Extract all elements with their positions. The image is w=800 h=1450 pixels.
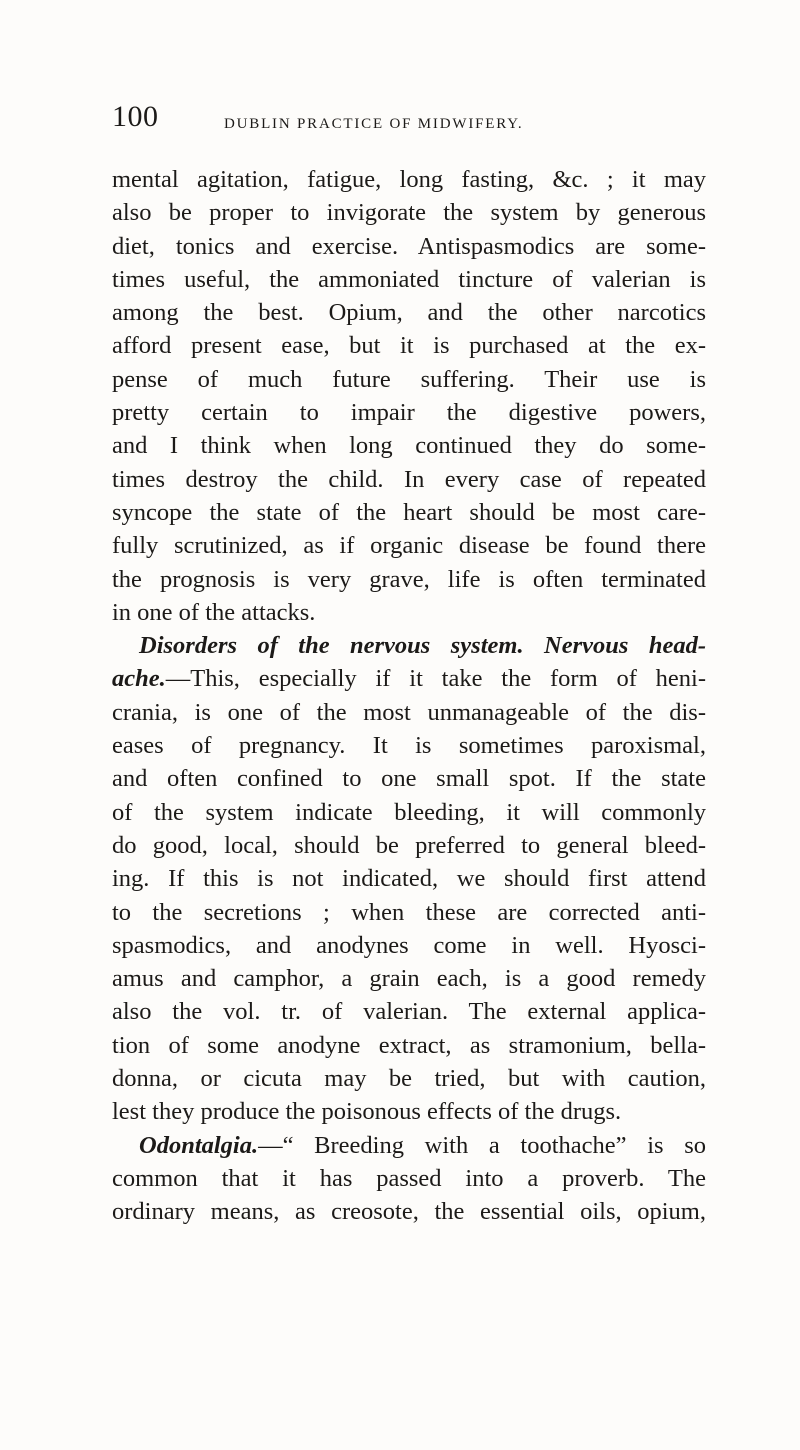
running-head: [112, 100, 712, 140]
text-run: —“ Breeding with a toothache” is so: [258, 1131, 706, 1159]
text-line: among the best. Opium, and the other narcotics: [112, 299, 706, 327]
text-line: [112, 662, 706, 695]
text-line: and I think when long continued they do some-: [112, 432, 706, 460]
text-line: afford present ease, but it is purchased at the ex-: [112, 332, 706, 360]
text-line: lest they produce the poisonous effects of the drugs.: [112, 1098, 622, 1126]
text-line: pretty certain to impair the digestive powers,: [112, 399, 706, 427]
running-title: DUBLIN PRACTICE OF MIDWIFERY.: [224, 116, 524, 132]
text-line: donna, or cicuta may be tried, but with caution,: [112, 1065, 706, 1093]
text-line: fully scrutinized, as if organic disease be found there: [112, 532, 706, 560]
text-line: mental agitation, fatigue, long fasting, &c. ; it may: [112, 166, 706, 193]
text-line: and often confined to one small spot. If the state: [112, 765, 706, 793]
text-line: spasmodics, and anodynes come in well. Hyosci-: [112, 931, 706, 959]
text-line: times useful, the ammoniated tincture of valerian is: [112, 265, 706, 293]
text-line: tion of some anodyne extract, as stramonium, bella-: [112, 1031, 706, 1059]
text-run: —This, especially if it take the form of heni-: [165, 665, 706, 693]
subheading-continuation: ache.: [112, 665, 166, 693]
text-line: of the system indicate bleeding, it will commonly: [112, 798, 706, 826]
text-line: also be proper to invigorate the system by generous: [112, 199, 706, 227]
text-line: common that it has passed into a proverb. The: [112, 1164, 706, 1192]
text-line: in one of the attacks.: [112, 598, 316, 626]
text-line: eases of pregnancy. It is sometimes paroxismal,: [112, 732, 706, 760]
section-heading-nervous-system: Disorders of the nervous system.: [139, 632, 524, 660]
subheading-nervous-headache: Nervous head-: [544, 632, 707, 660]
text-line: do good, local, should be preferred to general bleed-: [112, 831, 706, 859]
text-line: also the vol. tr. of valerian. The external applica-: [112, 998, 706, 1026]
text-line: ing. If this is not indicated, we should first attend: [112, 865, 706, 893]
text-line: amus and camphor, a grain each, is a good remedy: [112, 965, 706, 993]
body-text: [112, 163, 706, 1229]
text-line: times destroy the child. In every case of repeated: [112, 465, 706, 493]
section-heading-odontalgia: Odontalgia.: [139, 1131, 259, 1159]
text-line: the prognosis is very grave, life is often terminated: [112, 565, 706, 593]
section-heading-line: [112, 1129, 706, 1162]
text-line: pense of much future suffering. Their use is: [112, 365, 706, 393]
text-line: to the secretions ; when these are corrected anti-: [112, 898, 706, 926]
text-line: diet, tonics and exercise. Antispasmodics are some-: [112, 232, 706, 260]
text-line: crania, is one of the most unmanageable of the dis-: [112, 698, 706, 726]
page-number: 100: [112, 100, 159, 133]
section-heading-line: [112, 629, 706, 662]
text-line: syncope the state of the heart should be most care-: [112, 498, 706, 526]
text-line: ordinary means, as creosote, the essential oils, opium,: [112, 1198, 706, 1226]
